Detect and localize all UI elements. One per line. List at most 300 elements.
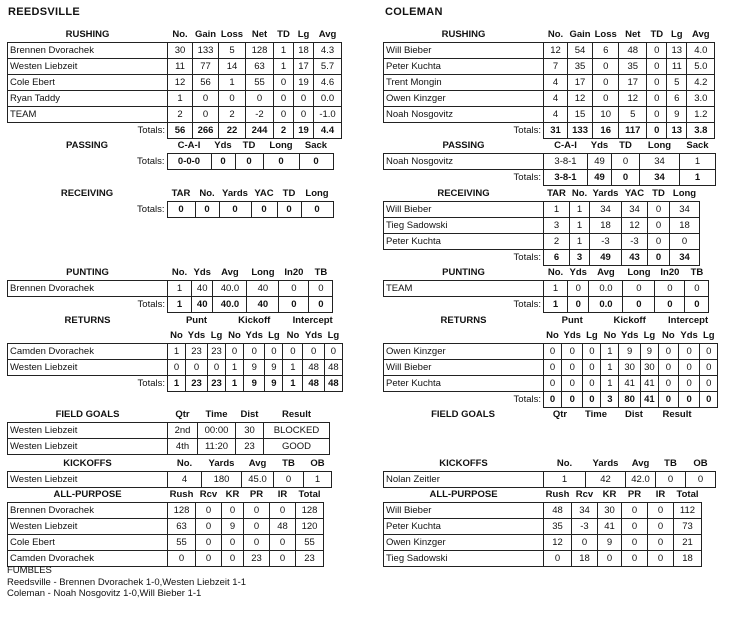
stat-cell: 0 [196, 535, 222, 551]
totals-label: Totals: [137, 156, 165, 167]
table-row [8, 281, 333, 297]
fumbles-title: FUMBLES [7, 565, 52, 576]
total-cell: 49 [590, 250, 622, 266]
stat-cell: 5 [667, 75, 687, 91]
section-title: RETURNS [440, 315, 487, 326]
header-row [8, 265, 333, 281]
stat-cell: 2nd [168, 423, 198, 439]
stat-cell: 0 [193, 91, 219, 107]
stat-cell: 9 [619, 344, 640, 360]
player-name: Tieg Sadowski [384, 218, 544, 234]
stat-cell: 23 [244, 551, 270, 567]
stat-cell: 0 [647, 59, 667, 75]
player-name: Ryan Taddy [8, 91, 168, 107]
section-title: KICKOFFS [439, 458, 488, 469]
group-header-kickoff: Kickoff [238, 315, 271, 326]
stat-cell: 0 [246, 91, 274, 107]
column-header: Total [676, 489, 699, 500]
total-cell: 80 [619, 392, 640, 408]
stat-cell: 0 [568, 281, 589, 297]
stat-cell: 30 [619, 360, 640, 376]
stat-cell: 0 [168, 551, 196, 567]
stat-cell: 12 [619, 91, 647, 107]
column-header: YAC [254, 188, 274, 199]
header-row [384, 138, 716, 154]
total-cell: 0 [647, 123, 667, 139]
stat-cell: 4th [168, 439, 198, 455]
table-row [384, 154, 716, 170]
column-header: No [603, 330, 617, 341]
column-header: No. [556, 458, 573, 469]
stat-cell: 9 [640, 344, 658, 360]
stat-cell: 0 [270, 503, 296, 519]
column-header: No [546, 330, 559, 341]
stat-cell: 1 [226, 360, 244, 376]
stat-cell: 4.6 [314, 75, 342, 91]
totals-label: Totals: [513, 172, 541, 184]
total-cell: 13 [667, 123, 687, 139]
stat-cell: 3 [544, 218, 570, 234]
total-cell: 0 [685, 297, 709, 313]
stat-cell: 42 [586, 472, 626, 488]
stat-cell: 40.0 [213, 281, 247, 297]
total-cell: 3.8 [687, 123, 715, 139]
stat-cell: 1 [544, 281, 568, 297]
stat-cell: 0 [583, 344, 601, 360]
total-cell: 1 [168, 376, 186, 392]
stat-cell: 41 [619, 376, 640, 392]
stat-cell: 55 [296, 535, 324, 551]
group-header-punt: Punt [185, 315, 208, 326]
team-title-reedsville: REEDSVILLE [8, 6, 81, 18]
total-cell: 1 [680, 170, 716, 186]
stat-cell: 48 [619, 43, 647, 59]
table-row [8, 43, 342, 59]
column-header: No. [172, 29, 188, 40]
header-row [7, 186, 333, 202]
total-cell: 6 [544, 250, 570, 266]
total-cell: 0 [562, 392, 583, 408]
stat-cell: 0 [270, 551, 296, 567]
stat-cell: 0 [700, 360, 718, 376]
total-cell: 48 [303, 376, 324, 392]
player-name: Owen Kinzger [384, 344, 544, 360]
column-header: Loss [594, 29, 617, 40]
stat-cell: 34 [622, 202, 648, 218]
total-cell: 23 [186, 376, 208, 392]
stat-cell: 112 [674, 503, 702, 519]
table-row [384, 202, 700, 218]
group-header-row [384, 313, 718, 328]
column-header: Yards [222, 188, 248, 199]
column-header: PR [627, 489, 642, 500]
section-title: FIELD GOALS [55, 409, 120, 420]
stat-cell: 1 [168, 344, 186, 360]
column-header: Rcv [199, 489, 218, 500]
stat-cell: 0 [648, 202, 670, 218]
table-row [384, 75, 715, 91]
stat-cell: -3 [622, 234, 648, 250]
column-header: Lg [297, 29, 310, 40]
group-header-intercept: Intercept [668, 315, 709, 326]
section-title: PASSING [442, 140, 485, 151]
player-name: Brennen Dvorachek [8, 503, 168, 519]
group-header-row [8, 313, 343, 328]
total-cell: 117 [619, 123, 647, 139]
totals-row [384, 297, 709, 313]
total-cell: 0 [235, 154, 263, 170]
table-row [8, 107, 342, 123]
stat-cell: 9 [667, 107, 687, 123]
stat-cell: 55 [246, 75, 274, 91]
stat-cell: 0 [544, 360, 562, 376]
stat-cell: 0 [196, 519, 222, 535]
stat-cell: 14 [219, 59, 246, 75]
table-row [8, 75, 342, 91]
player-name: Cole Ebert [8, 75, 168, 91]
total-cell: 1 [544, 297, 568, 313]
total-cell: 0 [299, 154, 333, 170]
stat-cell: 17 [619, 75, 647, 91]
totals-label: Totals: [137, 204, 165, 215]
total-cell: 0.0 [589, 297, 623, 313]
stat-cell: 30 [640, 360, 658, 376]
column-header: Long [672, 188, 697, 199]
total-cell: 9 [244, 376, 265, 392]
stat-cell: 11:20 [198, 439, 236, 455]
section-title: RUSHING [441, 29, 486, 40]
player-name: Will Bieber [384, 202, 544, 218]
column-header: Avg [597, 267, 615, 278]
stat-cell: 0 [598, 551, 622, 567]
total-cell: 0 [219, 202, 251, 218]
player-name: Camden Dvorachek [8, 344, 168, 360]
stat-cell: 0 [244, 344, 265, 360]
column-header: TD [652, 188, 665, 199]
stat-cell: 30 [598, 503, 622, 519]
section-title: ALL-PURPOSE [429, 489, 498, 500]
column-header: Lg [643, 330, 656, 341]
table-row [8, 59, 342, 75]
team-title-coleman: COLEMAN [385, 6, 443, 18]
stat-cell: 0 [544, 376, 562, 392]
column-header: TB [314, 267, 328, 278]
column-header: Gain [194, 29, 217, 40]
stat-cell: 1 [544, 202, 570, 218]
stat-cell: 0 [244, 503, 270, 519]
section-title: PASSING [65, 140, 109, 152]
header-row [384, 27, 715, 43]
stat-cell: 1 [168, 281, 192, 297]
column-header: Avg [692, 29, 710, 40]
stat-cell: 54 [568, 43, 593, 59]
column-header: TD [242, 140, 256, 151]
stat-cell: 0 [700, 344, 718, 360]
total-cell: 41 [640, 392, 658, 408]
total-cell: 0 [568, 297, 589, 313]
stat-cell: 4.2 [687, 75, 715, 91]
stat-cell: 0 [678, 344, 699, 360]
stat-cell: 41 [640, 376, 658, 392]
stat-cell: 0 [294, 107, 314, 123]
coleman-passing-table [383, 138, 716, 186]
stat-cell: 10 [593, 107, 619, 123]
stat-cell: 0 [686, 472, 716, 488]
column-header: No. [571, 188, 588, 199]
column-header: TD [650, 29, 664, 40]
player-name: Peter Kuchta [384, 234, 544, 250]
coleman-rushing-table [383, 27, 715, 139]
reedsville-passing-table [7, 138, 334, 170]
stat-cell: 21 [674, 535, 702, 551]
section-title: RECEIVING [437, 188, 490, 199]
stat-cell: 0 [244, 535, 270, 551]
stat-cell: 40 [247, 281, 279, 297]
stat-cell: 1 [601, 376, 619, 392]
stat-cell: 0 [622, 519, 648, 535]
stat-cell: 0 [648, 519, 674, 535]
total-cell: 0 [211, 154, 235, 170]
stat-cell: 7 [544, 59, 568, 75]
total-cell: 0 [195, 202, 219, 218]
player-name: Noah Nosgovitz [384, 154, 544, 170]
column-header: In20 [284, 267, 304, 278]
stat-cell: 120 [296, 519, 324, 535]
column-header: Lg [210, 330, 223, 341]
stat-cell: 23 [296, 551, 324, 567]
stat-cell: 45.0 [242, 472, 274, 488]
column-header: Avg [318, 29, 337, 40]
stat-cell: 34 [670, 202, 700, 218]
player-name: TEAM [384, 281, 544, 297]
column-header: TB [282, 458, 295, 469]
table-row [384, 234, 700, 250]
stat-cell: 19 [294, 75, 314, 91]
total-cell: 0 [277, 202, 301, 218]
player-name: Westen Liebzeit [8, 59, 168, 75]
column-header: OB [310, 458, 325, 469]
column-header: Avg [221, 267, 239, 278]
stat-cell: 0 [208, 360, 226, 376]
section-title: RETURNS [64, 315, 111, 326]
table-row [384, 107, 715, 123]
stat-cell: 1 [601, 344, 619, 360]
stat-cell: 128 [168, 503, 196, 519]
stat-cell: 12 [168, 75, 193, 91]
stat-cell: 0 [622, 535, 648, 551]
table-row [384, 218, 700, 234]
column-header: Yds [245, 330, 263, 341]
column-header: Long [251, 267, 275, 278]
total-cell: 0 [301, 202, 333, 218]
stat-cell: 3.0 [687, 91, 715, 107]
column-header: Yds [620, 330, 639, 341]
stat-cell: 1.2 [687, 107, 715, 123]
stat-cell: 0 [265, 344, 283, 360]
total-cell: 19 [294, 123, 314, 139]
stat-cell: 9 [265, 360, 283, 376]
stat-cell: 12 [568, 91, 593, 107]
section-title: FIELD GOALS [431, 409, 495, 420]
coleman-receiving-table [383, 186, 700, 266]
column-header: Yds [193, 267, 211, 278]
totals-row [7, 154, 333, 170]
stat-cell: 0.0 [314, 91, 342, 107]
table-row [384, 535, 702, 551]
stat-cell: 15 [568, 107, 593, 123]
player-name: Peter Kuchta [384, 376, 544, 392]
stat-cell: 3-8-1 [544, 154, 588, 170]
stat-cell: 0 [309, 281, 333, 297]
stat-cell: 5 [219, 43, 246, 59]
column-header: TAR [171, 188, 191, 199]
stat-cell: 56 [193, 75, 219, 91]
player-name: Westen Liebzeit [8, 360, 168, 376]
stat-cell: 48 [270, 519, 296, 535]
total-cell: 56 [168, 123, 193, 139]
totals-label: Totals: [137, 125, 165, 137]
header-row [8, 487, 324, 503]
column-header: Total [298, 489, 321, 500]
section-title: ALL-PURPOSE [53, 489, 122, 500]
reedsville-field-goals-table [7, 407, 330, 455]
stat-cell: 40 [192, 281, 213, 297]
fumbles-line-reedsville: Reedsville - Brennen Dvorachek 1-0,Westen Liebzeit 1-1 [7, 576, 247, 588]
stat-cell: 35 [544, 519, 572, 535]
section-title: RECEIVING [60, 188, 114, 200]
stat-cell: 11 [667, 59, 687, 75]
total-cell: 266 [193, 123, 219, 139]
stat-cell: 42.0 [626, 472, 656, 488]
column-header: Lg [703, 330, 715, 341]
stat-cell: 0 [303, 344, 324, 360]
stat-cell: 0 [572, 535, 598, 551]
stat-cell: 1 [283, 360, 303, 376]
table-row [384, 43, 715, 59]
player-name: Will Bieber [384, 360, 544, 376]
section-title: RUSHING [65, 29, 110, 40]
stat-cell: 0 [658, 344, 678, 360]
stat-cell: 0 [274, 472, 304, 488]
column-header: Yds [590, 140, 609, 151]
totals-row [8, 297, 333, 313]
header-row [384, 186, 700, 202]
stat-cell: 6 [593, 43, 619, 59]
player-name: Tieg Sadowski [384, 551, 544, 567]
reedsville-returns-table [7, 313, 343, 392]
stat-cell: 63 [246, 59, 274, 75]
column-header: Qtr [175, 409, 190, 420]
stat-cell: 1 [570, 234, 590, 250]
stat-cell: 48 [324, 360, 342, 376]
stat-cell: -1.0 [314, 107, 342, 123]
total-cell: 9 [265, 376, 283, 392]
column-header: Long [627, 267, 651, 278]
stat-cell: GOOD [264, 439, 330, 455]
column-header: No. [171, 267, 188, 278]
column-header: OB [693, 458, 708, 469]
totals-row [384, 170, 716, 186]
stat-cell: 0 [196, 551, 222, 567]
stat-cell: 0 [648, 551, 674, 567]
table-row [384, 281, 709, 297]
column-header: Dist [240, 409, 259, 420]
stat-cell: 41 [598, 519, 622, 535]
totals-row [384, 123, 715, 139]
column-header: Dist [625, 409, 643, 420]
stat-cell: 4 [544, 91, 568, 107]
table-row [384, 551, 702, 567]
stat-cell: 2 [219, 107, 246, 123]
stat-cell: 0 [623, 281, 655, 297]
column-header: TD [282, 188, 296, 199]
total-cell: 0 [251, 202, 277, 218]
column-header: C-A-I [177, 140, 201, 151]
total-cell: 4.4 [314, 123, 342, 139]
total-cell: 0 [658, 392, 678, 408]
player-name: Brennen Dvorachek [8, 43, 168, 59]
column-header: No [662, 330, 675, 341]
total-cell: 43 [622, 250, 648, 266]
column-header: Yds [187, 330, 206, 341]
stat-cell: 1 [570, 202, 590, 218]
stat-cell: 17 [294, 59, 314, 75]
table-row [384, 344, 718, 360]
player-name: Nolan Zeitler [384, 472, 544, 488]
total-cell: 2 [274, 123, 294, 139]
player-name: Owen Kinzger [384, 91, 544, 107]
stat-cell: 0 [648, 218, 670, 234]
player-name: Westen Liebzeit [8, 439, 168, 455]
totals-row [8, 123, 342, 139]
section-title: KICKOFFS [63, 458, 112, 469]
stat-cell: 77 [193, 59, 219, 75]
stat-cell: 0 [685, 281, 709, 297]
stat-cell: 0 [222, 503, 244, 519]
stat-cell: 4 [544, 107, 568, 123]
player-name: Brennen Dvorachek [8, 281, 168, 297]
stat-cell: 0 [648, 503, 674, 519]
column-header: Yds [214, 140, 232, 151]
column-header: No. [199, 188, 215, 199]
section-title: PUNTING [66, 267, 109, 278]
stat-cell: 23 [208, 344, 226, 360]
player-name: Peter Kuchta [384, 519, 544, 535]
table-row [8, 519, 324, 535]
stat-cell: 0 [647, 75, 667, 91]
column-header: TAR [547, 188, 566, 199]
stat-cell: 4 [544, 75, 568, 91]
fumbles-section [7, 565, 246, 600]
header-row [8, 27, 342, 43]
table-row [384, 91, 715, 107]
column-header: Yds [563, 330, 581, 341]
stat-cell: 1 [274, 59, 294, 75]
stat-cell: 128 [296, 503, 324, 519]
stat-cell: 0 [700, 376, 718, 392]
column-header: KR [225, 489, 240, 500]
total-cell: 0 [309, 297, 333, 313]
stat-cell: 4.0 [687, 43, 715, 59]
column-header: Result [662, 409, 692, 420]
total-cell: 0 [655, 297, 685, 313]
fumbles-line-coleman: Coleman - Noah Nosgovitz 1-0,Will Bieber 1-1 [7, 588, 202, 599]
table-row [8, 472, 332, 488]
stat-cell: 18 [670, 218, 700, 234]
totals-label: Totals: [513, 252, 541, 264]
header-row [384, 487, 702, 503]
stat-cell: 0 [274, 75, 294, 91]
